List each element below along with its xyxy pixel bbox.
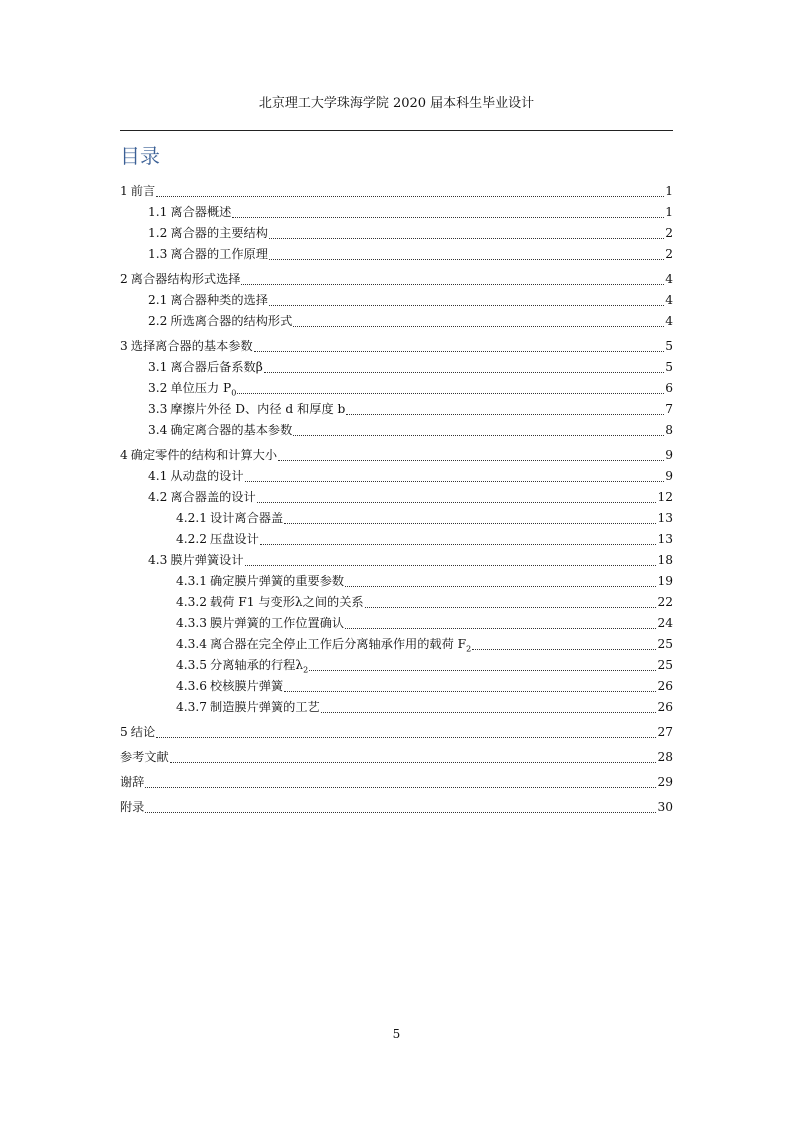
toc-dot-leader	[145, 787, 656, 788]
toc-entry[interactable]	[120, 336, 673, 357]
toc-entry-number: 3	[120, 339, 128, 353]
toc-entry[interactable]	[120, 772, 673, 793]
toc-entry-label-text: 选择离合器的基本参数	[130, 339, 253, 353]
toc-entry-page: 22	[657, 595, 673, 609]
toc-entry-label	[210, 655, 308, 676]
toc-entry-label	[210, 613, 344, 634]
toc-dot-leader	[241, 284, 664, 285]
toc-dot-leader	[145, 812, 656, 813]
toc-entry-label-text: 离合器的主要结构	[170, 226, 268, 240]
table-of-contents	[120, 181, 673, 818]
toc-entry-number: 2.1	[148, 293, 168, 307]
toc-entry[interactable]	[120, 269, 673, 290]
toc-entry-label	[170, 487, 255, 508]
toc-dot-leader	[269, 238, 664, 239]
toc-entry-number: 4.2	[148, 490, 168, 504]
toc-entry[interactable]	[120, 722, 673, 743]
toc-entry-label-text: 制造膜片弹簧的工艺	[210, 700, 320, 714]
toc-entry[interactable]	[120, 797, 673, 818]
toc-entry-label-text: 离合器在完全停止工作后分离轴承作用的载荷 F	[210, 637, 467, 651]
toc-entry-label	[131, 336, 253, 357]
toc-entry[interactable]	[120, 571, 673, 592]
toc-entry-label	[210, 697, 320, 718]
toc-dot-leader	[170, 762, 657, 763]
page-number: 5	[392, 1027, 401, 1041]
toc-entry-label-text: 膜片弹簧的工作位置确认	[210, 616, 345, 630]
toc-entry-label	[210, 571, 344, 592]
toc-entry-page: 1	[665, 205, 673, 219]
toc-entry-label-text: 分离轴承的行程λ	[210, 658, 304, 672]
toc-entry-label	[131, 445, 277, 466]
toc-entry-number: 4.3.4	[176, 637, 208, 651]
toc-entry-number: 4.1	[148, 469, 168, 483]
toc-entry[interactable]	[120, 223, 673, 244]
toc-entry-subscript: 2	[303, 665, 309, 675]
toc-dot-leader	[284, 691, 656, 692]
toc-entry-label	[170, 399, 345, 420]
toc-entry-label	[170, 202, 231, 223]
toc-entry[interactable]	[120, 508, 673, 529]
toc-entry-number: 4.3	[148, 553, 168, 567]
toc-entry-number: 4.3.3	[176, 616, 208, 630]
toc-entry-label	[170, 290, 268, 311]
toc-entry-page: 8	[665, 423, 673, 437]
toc-entry-label-text: 确定零件的结构和计算大小	[130, 448, 278, 462]
toc-entry-page: 26	[657, 679, 673, 693]
toc-dot-leader	[284, 523, 656, 524]
toc-entry-label	[120, 772, 144, 793]
toc-dot-leader	[269, 305, 664, 306]
toc-entry[interactable]	[120, 181, 673, 202]
toc-entry[interactable]	[120, 592, 673, 613]
toc-entry-page: 5	[665, 339, 673, 353]
toc-entry-number: 5	[120, 725, 128, 739]
toc-dot-leader	[237, 393, 664, 394]
toc-entry-label	[170, 357, 262, 378]
toc-entry-label	[131, 269, 241, 290]
toc-entry[interactable]	[120, 634, 673, 655]
toc-entry-label-text: 结论	[130, 725, 156, 739]
toc-dot-leader	[232, 217, 664, 218]
toc-entry-label-text: 离合器概述	[170, 205, 232, 219]
toc-entry-label	[170, 223, 268, 244]
toc-entry[interactable]	[120, 550, 673, 571]
toc-entry-label	[170, 466, 243, 487]
toc-entry[interactable]	[120, 529, 673, 550]
toc-entry-page: 12	[657, 490, 673, 504]
toc-entry-number: 3.3	[148, 402, 168, 416]
toc-entry-label	[170, 550, 243, 571]
toc-dot-leader	[156, 737, 656, 738]
toc-entry-number: 4.2.2	[176, 532, 208, 546]
toc-dot-leader	[293, 435, 664, 436]
toc-entry-label-text: 膜片弹簧设计	[170, 553, 244, 567]
toc-entry-number: 4.3.2	[176, 595, 208, 609]
toc-entry-number: 3.1	[148, 360, 168, 374]
toc-entry-label-text: 附录	[120, 800, 145, 814]
toc-entry-page: 25	[657, 658, 673, 672]
toc-dot-leader	[278, 460, 664, 461]
toc-entry-label	[210, 676, 283, 697]
toc-entry-label	[170, 420, 292, 441]
toc-dot-leader	[293, 326, 664, 327]
toc-dot-leader	[264, 372, 664, 373]
toc-entry[interactable]	[120, 357, 673, 378]
toc-entry-label-text: 从动盘的设计	[170, 469, 244, 483]
toc-entry-label-text: 单位压力 P	[170, 381, 232, 395]
toc-entry-page: 7	[665, 402, 673, 416]
toc-entry-page: 2	[665, 247, 673, 261]
toc-entry-label	[210, 634, 471, 655]
toc-entry-label	[210, 529, 259, 550]
toc-entry-page: 26	[657, 700, 673, 714]
toc-entry-label-text: 摩擦片外径 D、内径 d 和厚度 b	[170, 402, 346, 416]
toc-dot-leader	[472, 649, 656, 650]
toc-dot-leader	[346, 414, 664, 415]
toc-entry-page: 19	[657, 574, 673, 588]
toc-entry[interactable]	[120, 445, 673, 466]
toc-title: 目录	[120, 144, 160, 168]
toc-dot-leader	[245, 565, 657, 566]
toc-entry-label-text: 载荷 F1 与变形λ之间的关系	[210, 595, 364, 609]
toc-entry-page: 2	[665, 226, 673, 240]
toc-entry-label-text: 离合器结构形式选择	[130, 272, 241, 286]
toc-entry-number: 3.4	[148, 423, 168, 437]
toc-entry-page: 25	[657, 637, 673, 651]
toc-entry[interactable]	[120, 290, 673, 311]
toc-dot-leader	[245, 481, 665, 482]
toc-entry[interactable]	[120, 466, 673, 487]
toc-entry-page: 4	[665, 272, 673, 286]
toc-entry[interactable]	[120, 378, 673, 399]
toc-dot-leader	[345, 628, 656, 629]
toc-entry-number: 1.1	[148, 205, 168, 219]
toc-entry-page: 6	[665, 381, 673, 395]
toc-entry-number: 4.3.7	[176, 700, 208, 714]
toc-entry-label	[131, 181, 155, 202]
toc-entry-subscript: 2	[466, 644, 472, 654]
toc-entry-page: 4	[665, 314, 673, 328]
toc-entry-label-text: 设计离合器盖	[210, 511, 284, 525]
toc-entry-label	[170, 244, 268, 265]
toc-dot-leader	[156, 196, 664, 197]
header-divider	[120, 130, 673, 131]
toc-entry-label	[120, 747, 169, 768]
toc-entry-subscript: 0	[231, 388, 237, 398]
toc-entry-label-text: 前言	[130, 184, 156, 198]
toc-entry-label	[210, 592, 364, 613]
toc-entry-page: 13	[657, 532, 673, 546]
toc-entry-label-text: 压盘设计	[210, 532, 259, 546]
toc-entry[interactable]	[120, 311, 673, 332]
toc-entry-number: 2.2	[148, 314, 168, 328]
toc-entry-page: 27	[657, 725, 673, 739]
toc-entry[interactable]	[120, 676, 673, 697]
toc-entry[interactable]	[120, 613, 673, 634]
toc-entry[interactable]	[120, 244, 673, 265]
toc-dot-leader	[321, 712, 657, 713]
toc-entry-label	[170, 311, 292, 332]
toc-entry[interactable]	[120, 487, 673, 508]
toc-entry[interactable]	[120, 697, 673, 718]
toc-entry-page: 28	[657, 750, 673, 764]
toc-entry-label-text: 确定离合器的基本参数	[170, 423, 293, 437]
toc-dot-leader	[345, 586, 656, 587]
toc-entry-page: 9	[665, 469, 673, 483]
toc-entry-label-text: 校核膜片弹簧	[210, 679, 284, 693]
toc-entry-label-text: 确定膜片弹簧的重要参数	[210, 574, 345, 588]
toc-entry-label-text: 所选离合器的结构形式	[170, 314, 293, 328]
toc-dot-leader	[257, 502, 657, 503]
toc-entry-page: 30	[657, 800, 673, 814]
toc-entry-number: 4.3.5	[176, 658, 208, 672]
toc-entry-label	[120, 797, 144, 818]
toc-entry-page: 4	[665, 293, 673, 307]
toc-entry-number: 1	[120, 184, 128, 198]
toc-entry-label-text: 离合器种类的选择	[170, 293, 268, 307]
toc-entry-label-text: 离合器的工作原理	[170, 247, 268, 261]
toc-entry-page: 24	[657, 616, 673, 630]
toc-entry-number: 4.2.1	[176, 511, 208, 525]
toc-entry-page: 18	[657, 553, 673, 567]
toc-dot-leader	[365, 607, 657, 608]
toc-entry-page: 1	[665, 184, 673, 198]
toc-entry-page: 5	[665, 360, 673, 374]
toc-entry-label-text: 离合器后备系数β	[170, 360, 263, 374]
toc-entry-number: 4	[120, 448, 128, 462]
toc-entry[interactable]	[120, 655, 673, 676]
toc-entry-number: 1.3	[148, 247, 168, 261]
toc-entry-number: 1.2	[148, 226, 168, 240]
toc-dot-leader	[269, 259, 664, 260]
toc-entry-label	[170, 378, 236, 399]
toc-entry-label	[210, 508, 283, 529]
toc-entry-number: 4.3.6	[176, 679, 208, 693]
toc-dot-leader	[309, 670, 656, 671]
toc-entry-label-text: 离合器盖的设计	[170, 490, 256, 504]
toc-entry-label-text: 参考文献	[120, 750, 169, 764]
toc-entry-page: 13	[657, 511, 673, 525]
toc-dot-leader	[254, 351, 665, 352]
toc-entry-number: 2	[120, 272, 128, 286]
toc-entry[interactable]	[120, 747, 673, 768]
toc-entry-page: 29	[657, 775, 673, 789]
page-header: 北京理工大学珠海学院 2020 届本科生毕业设计	[258, 96, 535, 111]
toc-entry-label-text: 谢辞	[120, 775, 145, 789]
toc-dot-leader	[260, 544, 657, 545]
toc-entry[interactable]	[120, 399, 673, 420]
toc-entry-number: 4.3.1	[176, 574, 208, 588]
toc-entry-number: 3.2	[148, 381, 168, 395]
toc-entry-label	[131, 722, 155, 743]
toc-entry[interactable]	[120, 420, 673, 441]
toc-entry[interactable]	[120, 202, 673, 223]
toc-entry-page: 9	[665, 448, 673, 462]
